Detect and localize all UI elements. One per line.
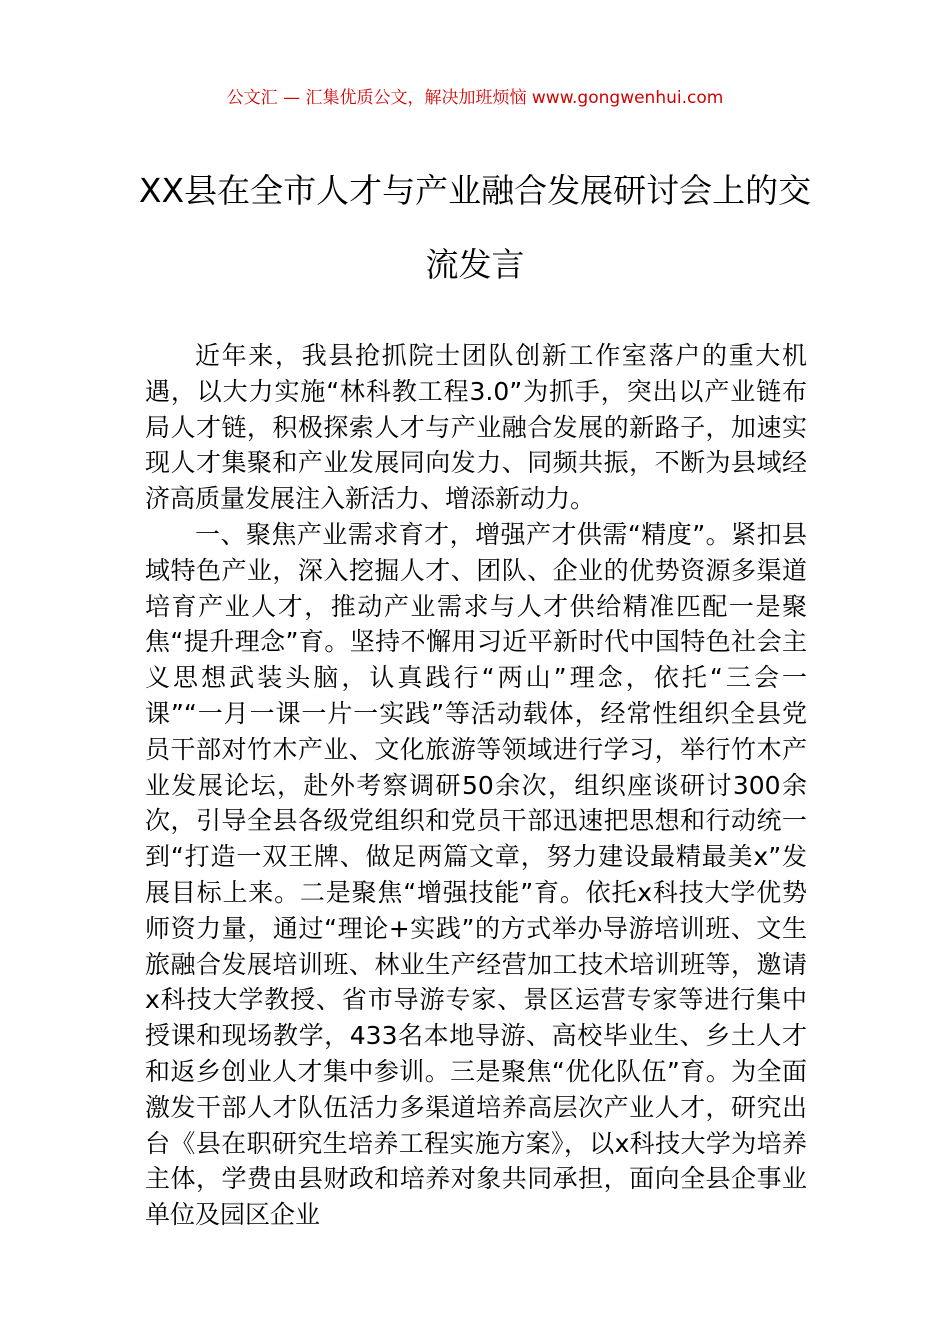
- site-banner: 公文汇 — 汇集优质公文，解决加班烦恼 www.gongwenhui.com: [226, 88, 724, 108]
- document-body: [145, 338, 807, 1233]
- document-title: XX县在全市人才与产业融合发展研讨会上的交流发言: [138, 171, 812, 284]
- paragraph-section-one: 一、聚焦产业需求育才，增强产才供需“精度”。紧扣县域特色产业，深入挖掘人才、团队、企业的优势资源多渠道培育产业人才，推动产业需求与人才供给精准匹配一是聚焦“提升理念”育。坚持不懈用习近平新时代中国特色社会主义思想武装头脑，认真践行“两山”理念，依托“三会一课”“一月一课一片一实践”等活动载体，经常性组织全县党员干部对竹木产业、文化旅游等领域进行学习，举行竹木产业发展论坛，赴外考察调研50余次，组织座谈研讨300余次，引导全县各级党组织和党员干部迅速把思想和行动统一到“打造一双王牌、做足两篇文章，努力建设最精最美x”发展目标上来。二是聚焦“增强技能”育。依托x科技大学优势师资力量，通过“理论+实践”的方式举办导游培训班、文生旅融合发展培训班、林业生产经营加工技术培训班等，邀请x科技大学教授、省市导游专家、景区运营专家等进行集中授课和现场教学，433名本地导游、高校毕业生、乡土人才和返乡创业人才集中参训。三是聚焦“优化队伍”育。为全面激发干部人才队伍活力多渠道培养高层次产业人才，研究出台《县在职研究生培养工程实施方案》，以x科技大学为培养主体，学费由县财政和培养对象共同承担，面向全县企事业单位及园区企业: [145, 519, 807, 1230]
- paragraph-intro: 近年来，我县抢抓院士团队创新工作室落户的重大机遇，以大力实施“林科教工程3.0”为抓手，突出以产业链布局人才链，积极探索人才与产业融合发展的新路子，加速实现人才集聚和产业发展同向发力、同频共振，不断为县域经济高质量发展注入新活力、增添新动力。: [145, 341, 807, 514]
